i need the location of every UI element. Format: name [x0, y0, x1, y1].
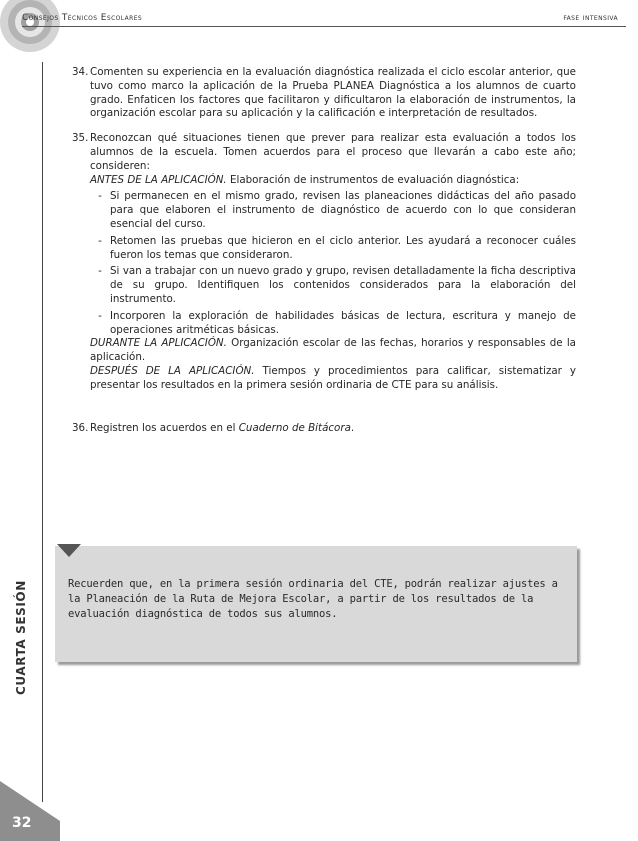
antes-text: Elaboración de instrumentos de evaluación diagnóstica: [226, 173, 520, 186]
cuaderno-title: Cuaderno de Bitácora [238, 421, 351, 434]
triangle-marker-icon [57, 544, 81, 557]
antes-label: ANTES DE LA APLICACIÓN. [90, 173, 227, 186]
despues-paragraph [90, 365, 576, 393]
item-36 [72, 422, 576, 436]
item-34 [72, 66, 576, 121]
despues-label: DESPUÉS DE LA APLICACIÓN. [90, 364, 255, 377]
item-text: Comenten su experiencia en la evaluación diagnóstica realizada el ciclo escolar anterior, que tuvo como marco la aplicación de la Prueba PLANEA Diagnóstica a los alumnos de cuarto grado. Enfaticen los factores que facilitaron y dificultaron la elaboración de instrumentos, la organización escolar para su aplicación y la calificación e interpretación de resultados. [90, 66, 576, 120]
header-right-title: fase intensiva [563, 13, 618, 23]
list-item: - Retomen las pruebas que hicieron en el ciclo anterior. Les ayudará a reconocer cuáles fueron los temas que consideraron. [98, 234, 576, 261]
item-35 [72, 132, 576, 392]
antes-paragraph [90, 174, 576, 188]
logo-spiral-icon [0, 0, 70, 60]
reminder-callout [55, 546, 577, 662]
antes-list [90, 190, 576, 337]
callout-text: Recuerden que, en la primera sesión ordinaria del CTE, podrán realizar ajustes a la Planeación de la Ruta de Mejora Escolar, a partir de los resultados de la evaluación diagnóstica de todos sus alumnos. [68, 578, 558, 620]
despues-text: Tiempos y procedimientos para calificar, sistematizar y presentar los resultados en la primera sesión ordinaria de CTE para su análisis. [90, 364, 576, 391]
main-content [72, 66, 576, 446]
list-item: - Incorporen la exploración de habilidades básicas de lectura, escritura y manejo de operaciones aritméticas básicas. [98, 309, 576, 336]
item-text: Reconozcan qué situaciones tienen que prever para realizar esta evaluación a todos los alumnos de la escuela. Tomen acuerdos para el proceso que llevarán a cabo este año; consideren: [90, 132, 576, 172]
list-item: - Si permanecen en el mismo grado, revisen las planeaciones didácticas del año pasado para que elaboren el instrumento de diagnóstico de acuerdo con lo que consideran esencial del curso. [98, 190, 576, 230]
item-number: 35. [72, 132, 89, 145]
header-rule [22, 26, 626, 27]
item-number: 36. [72, 421, 89, 434]
durante-label: DURANTE LA APLICACIÓN. [90, 337, 227, 350]
side-rule [42, 62, 43, 802]
item-number: 34. [72, 66, 89, 78]
durante-paragraph [90, 337, 576, 365]
session-label: CUARTA SESIÓN [14, 580, 28, 695]
item-text: Registren los acuerdos en el Cuaderno de Bitácora. [90, 421, 355, 434]
durante-text: Organización escolar de las fechas, horarios y responsables de la aplicación. [90, 337, 576, 364]
page-number: 32 [12, 815, 32, 831]
list-item: - Si van a trabajar con un nuevo grado y grupo, revisen detalladamente la ficha descriptiva de su grupo. Identifiquen los contenidos considerados para la elaboración del instrumento. [98, 265, 576, 305]
header-left-title: Consejos Técnicos Escolares [22, 13, 143, 23]
